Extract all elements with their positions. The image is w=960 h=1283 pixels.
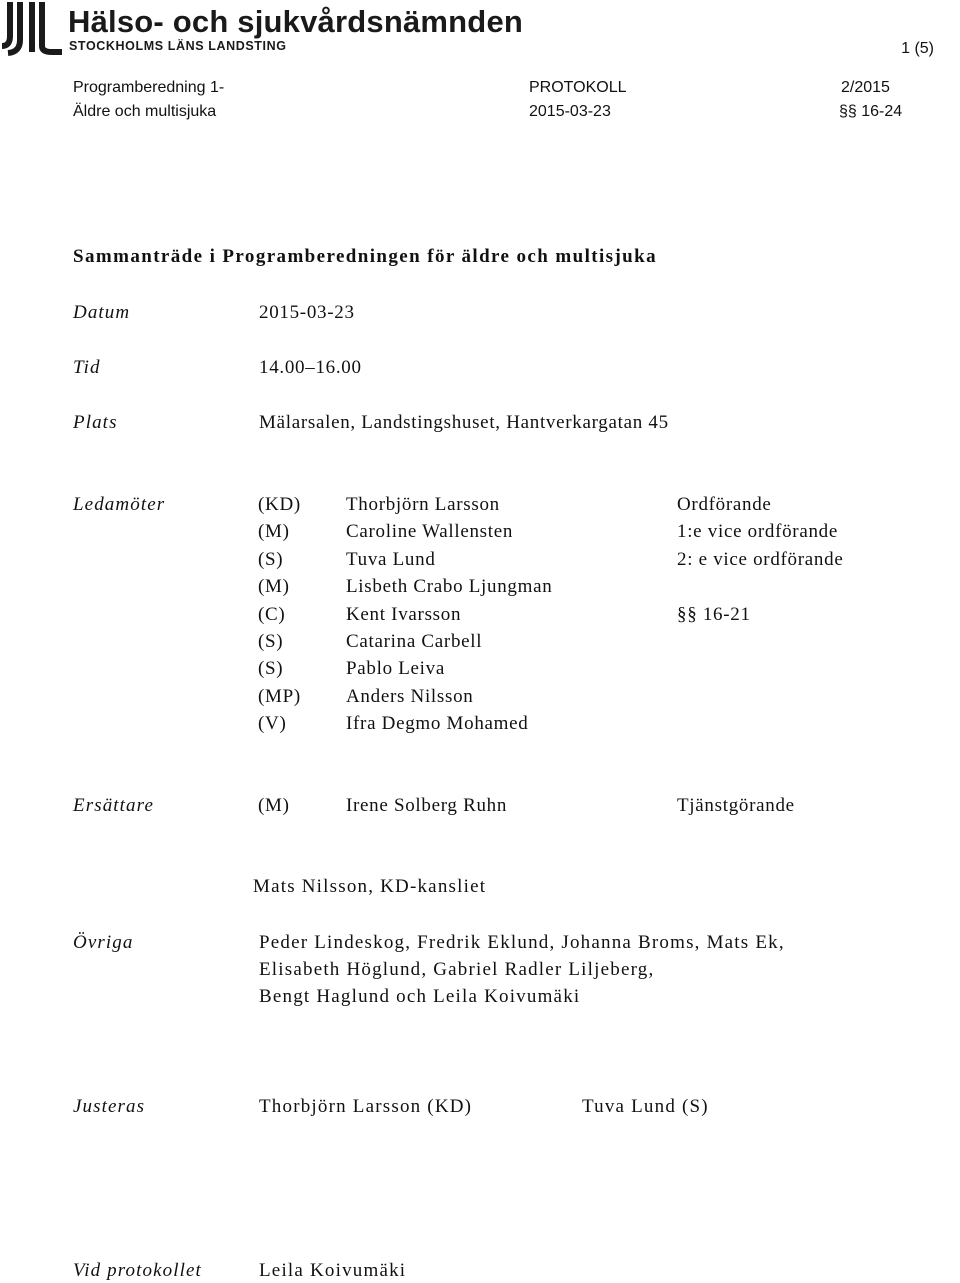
vid-protokollet-label: Vid protokollet [73,1260,202,1281]
member-role: 1:e vice ordförande [677,521,839,542]
datum-label: Datum [73,302,131,323]
landsting-logo-icon [0,0,64,56]
member-party: (C) [258,604,286,625]
ersattare-party: (M) [258,795,290,816]
logo-title: Hälso- och sjukvårdsnämnden [68,4,524,39]
header-paragraphs: §§ 16-24 [839,103,903,120]
ersattare-role: Tjänstgörande [677,795,795,816]
member-name: Caroline Wallensten [346,521,514,542]
member-party: (V) [258,713,287,734]
justeras-name2: Tuva Lund (S) [582,1096,709,1117]
member-party: (S) [258,631,284,652]
member-name: Lisbeth Crabo Ljungman [346,576,553,597]
header-left-line2: Äldre och multisjuka [73,103,217,120]
member-name: Thorbjörn Larsson [346,494,500,515]
plats-value: Mälarsalen, Landstingshuset, Hantverkargatan 45 [259,412,669,433]
ovriga-label: Övriga [73,932,134,953]
header-protocol-number: 2/2015 [841,79,890,96]
plats-label: Plats [73,412,118,433]
member-party: (S) [258,549,284,570]
ledamoter-label: Ledamöter [73,494,166,515]
logo-subtitle: STOCKHOLMS LÄNS LANDSTING [69,39,287,53]
member-name: Catarina Carbell [346,631,483,652]
ovriga-line2: Peder Lindeskog, Fredrik Eklund, Johanna Broms, Mats Ek, [259,932,785,953]
member-role: §§ 16-21 [677,604,751,625]
ersattare-label: Ersättare [73,795,154,816]
member-party: (S) [258,658,284,679]
justeras-name1: Thorbjörn Larsson (KD) [259,1096,473,1117]
justeras-label: Justeras [73,1096,146,1117]
member-name: Anders Nilsson [346,686,474,707]
header-date: 2015-03-23 [529,103,611,120]
ersattare-name: Irene Solberg Ruhn [346,795,508,816]
member-role: 2: e vice ordförande [677,549,844,570]
member-party: (M) [258,576,290,597]
header-document-type: PROTOKOLL [529,79,627,96]
member-name: Ifra Degmo Mohamed [346,713,529,734]
member-party: (KD) [258,494,301,515]
ovriga-line3: Elisabeth Höglund, Gabriel Radler Liljeberg, [259,959,655,980]
member-name: Pablo Leiva [346,658,445,679]
datum-value: 2015-03-23 [259,302,355,323]
vid-protokollet-name: Leila Koivumäki [259,1260,407,1281]
header-left-line1: Programberedning 1- [73,79,225,96]
ovriga-line4: Bengt Haglund och Leila Koivumäki [259,986,581,1007]
member-name: Tuva Lund [346,549,436,570]
tid-label: Tid [73,357,101,378]
ovriga-line1: Mats Nilsson, KD-kansliet [253,876,487,897]
tid-value: 14.00–16.00 [259,357,362,378]
meeting-title: Sammanträde i Programberedningen för äldre och multisjuka [73,246,658,267]
page-number: 1 (5) [901,40,934,57]
member-name: Kent Ivarsson [346,604,462,625]
member-party: (M) [258,521,290,542]
member-role: Ordförande [677,494,772,515]
member-party: (MP) [258,686,301,707]
